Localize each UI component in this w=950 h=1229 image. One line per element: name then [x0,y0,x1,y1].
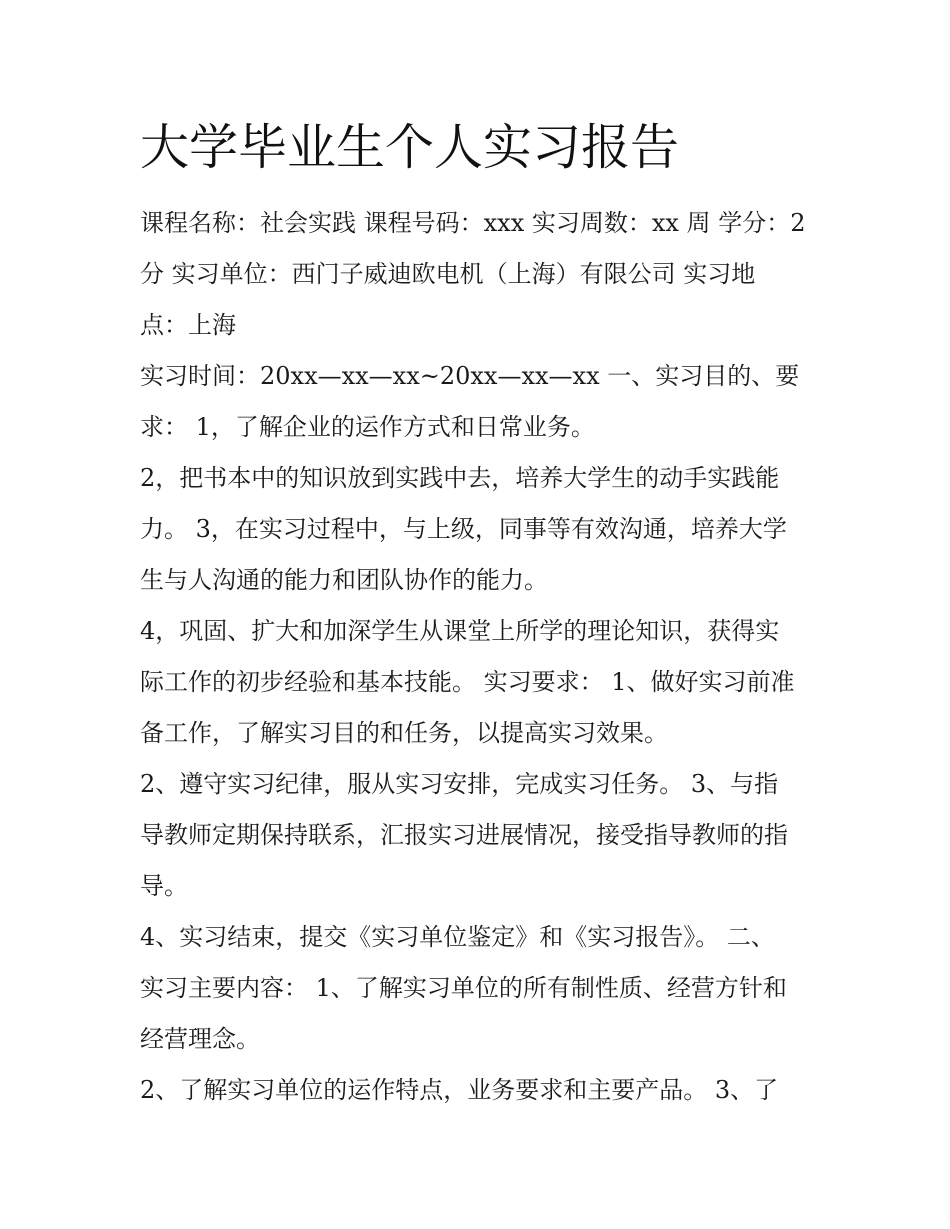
body-line: 求： 1，了解企业的运作方式和日常业务。 [140,413,595,441]
body-line: 备工作，了解实习目的和任务，以提高实习效果。 [140,719,668,747]
body-line: 实习主要内容： 1、了解实习单位的所有制性质、经营方针和 [140,974,787,1002]
body-line: 导。 [140,872,188,900]
body-line: 分 实习单位：西门子威迪欧电机（上海）有限公司 实习地 [140,260,756,288]
body-line: 生与人沟通的能力和团队协作的能力。 [140,566,548,594]
body-line: 力。 3，在实习过程中，与上级，同事等有效沟通，培养大学 [140,515,787,543]
body-line: 2、遵守实习纪律，服从实习安排，完成实习任务。 3、与指 [140,770,779,798]
body-line: 实习时间：20xx—xx—xx~20xx—xx—xx 一、实习目的、要 [140,362,800,390]
body-line: 2，把书本中的知识放到实践中去，培养大学生的动手实践能 [140,464,780,492]
body-line: 2、了解实习单位的运作特点，业务要求和主要产品。 3、了 [140,1076,779,1104]
body-line: 点：上海 [140,311,236,339]
body-line: 导教师定期保持联系，汇报实习进展情况，接受指导教师的指 [140,821,788,849]
body-line: 课程名称：社会实践 课程号码：xxx 实习周数：xx 周 学分：2 [140,209,806,237]
body-line: 4，巩固、扩大和加深学生从课堂上所学的理论知识，获得实 [140,617,780,645]
document-body [140,198,820,1116]
body-line: 经营理念。 [140,1025,260,1053]
body-line: 4、实习结束，提交《实习单位鉴定》和《实习报告》。 二、 [140,923,775,951]
body-line: 际工作的初步经验和基本技能。 实习要求： 1、做好实习前准 [140,668,795,696]
document-title: 大学毕业生个人实习报告 [140,119,680,176]
